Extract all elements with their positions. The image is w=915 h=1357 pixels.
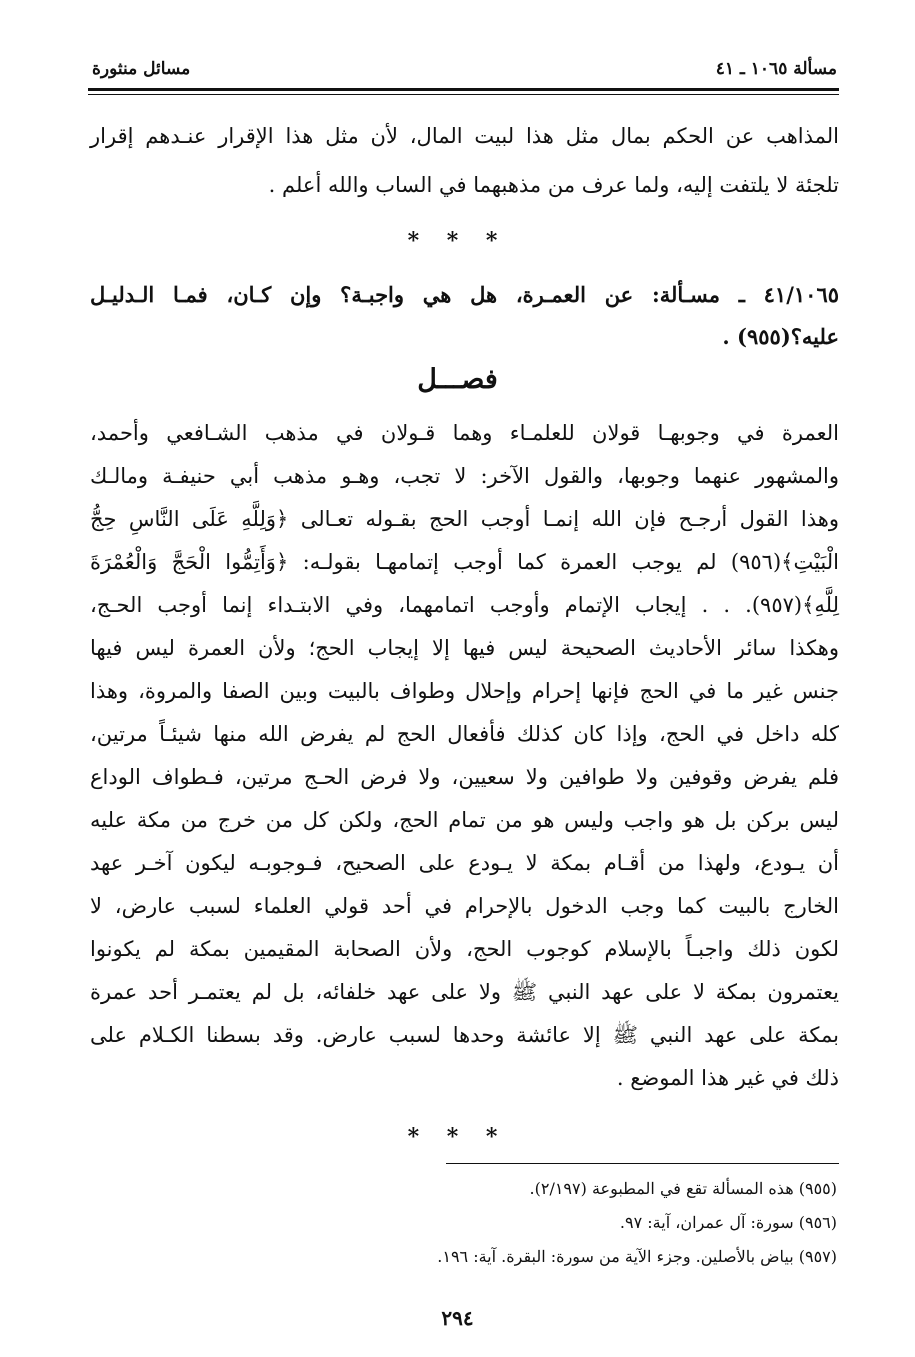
header-rule-thin	[88, 94, 839, 95]
body-line: أن يـودع، ولهذا من أقـام بمكة لا يـودع على الصحيح، فـوجوبـه ليكون آخـر عهد	[90, 851, 839, 875]
page-number: ٢٩٤	[441, 1306, 474, 1330]
separator-stars: * * *	[407, 228, 508, 254]
header-rule-thick	[88, 88, 839, 91]
separator-stars: * * *	[407, 1124, 508, 1150]
running-header-issue: مسألة ١٠٦٥ ـ ٤١	[715, 59, 837, 79]
footnote: (٩٥٦) سورة: آل عمران، آية: ٩٧.	[619, 1213, 837, 1232]
body-line: ليس بركن بل هو واجب وليس هو من تمام الحج، ولكن كل من خرج من مكة عليه	[90, 808, 839, 832]
footnote-rule	[446, 1163, 839, 1164]
body-line: العمرة في وجوبهـا قولان للعلمـاء وهما قـولان في مذهب الشـافعي وأحمد،	[90, 421, 839, 445]
question-line-2: عليه؟(٩٥٥) .	[722, 324, 839, 349]
body-line: الْبَيْتِ﴾(٩٥٦) لم يوجب العمرة كما أوجب إتمامهـا بقولـه: ﴿وَأَتِمُّوا الْحَجَّ وَالْعُمْرَةَ	[90, 550, 839, 574]
intro-line: تلجئة لا يلتفت إليه، ولما عرف من مذهبهما في الساب والله أعلم .	[268, 173, 839, 197]
question-line	[90, 280, 839, 310]
footnote: (٩٥٥) هذه المسألة تقع في المطبوعة (٢/١٩٧).	[529, 1179, 837, 1198]
body-line: لِلَّهِ﴾(٩٥٧). . . إيجاب الإتمام وأوجب اتمامهما، وفي الابتـداء إنما أوجب الحـج،	[90, 593, 839, 617]
body-line: يعتمرون بمكة لا على عهد النبي ﷺ ولا على عهد خلفائه، بل لم يعتمـر أحد عمرة	[90, 980, 839, 1004]
body-line: لكون ذلك واجبـاً بالإسلام كوجوب الحج، ولأن الصحابة المقيمين بمكة لم يكونوا	[90, 937, 839, 961]
body-line: جنس غير ما في الحج فإنها إحرام وإحلال وطواف بالبيت وبين الصفا والمروة، وهذا	[90, 679, 839, 703]
body-line: وهكذا سائر الأحاديث الصحيحة ليس فيها إلا إيجاب الحج؛ ولأن العمرة ليس فيها	[90, 636, 839, 660]
body-line: بمكة على عهد النبي ﷺ إلا عائشة وحدها لسبب عارض. وقد بسطنا الكـلام على	[90, 1023, 839, 1047]
body-line: كله داخل في الحج، وإذا كان كذلك فأفعال الحج لم يفرض الله منها شيئـاً مرتين،	[90, 722, 839, 746]
body-line: ذلك في غير هذا الموضع .	[616, 1066, 839, 1090]
body-line: والمشهور عنهما وجوبها، والقول الآخر: لا تجب، وهـو مذهب أبي حنيفـة ومالـك	[90, 464, 839, 488]
body-line: فلم يفرض وقوفين ولا طوافين ولا سعيين، ولا فرض الحـج مرتين، فـطواف الوداع	[90, 765, 839, 789]
body-line: وهذا القول أرجـح فإن الله إنمـا أوجب الحج بقـوله تعـالى ﴿وَلِلَّهِ عَلَى النَّاسِ حِجُّ	[90, 507, 839, 531]
section-title: فصـــل	[417, 364, 498, 395]
intro-line: المذاهب عن الحكم بمال مثل هذا لبيت المال، لأن مثل هذا الإقرار عنـدهم إقرار	[90, 124, 839, 148]
running-header-chapter: مسائل منثورة	[92, 59, 191, 79]
body-line: الخارج بالبيت كما وجب الدخول بالإحرام في أحد قولي العلماء لسبب عارض، لا	[90, 894, 839, 918]
question-text: عن العمـرة، هل هي واجبـة؟ وإن كـان، فمـا الـدليـل	[90, 282, 634, 307]
footnote: (٩٥٧) بياض بالأصلين. وجزء الآية من سورة: البقرة. آية: ١٩٦.	[437, 1247, 837, 1266]
question-number: ٤١/١٠٦٥ ـ مسـألة:	[652, 282, 840, 307]
